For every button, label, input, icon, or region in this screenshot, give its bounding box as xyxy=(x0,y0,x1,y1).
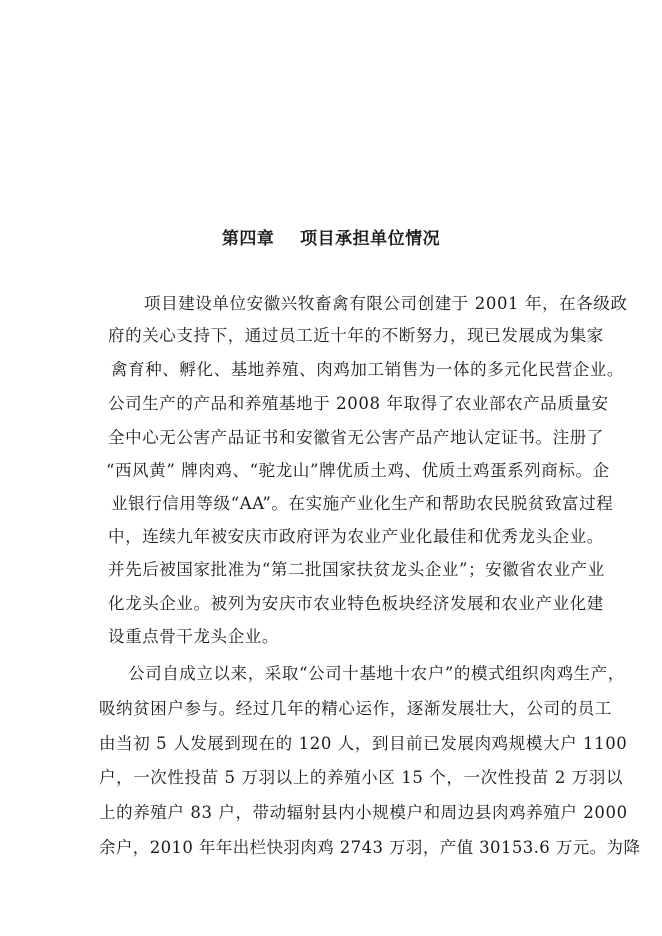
chapter-title: 第四章 项目承担单位情况 xyxy=(221,229,441,249)
paragraph-line: 吸纳贫困户参与。经过几年的精心运作，逐渐发展壮大，公司的员工 xyxy=(99,699,612,718)
paragraph-line: 中，连续九年被安庆市政府评为农业产业化最佳和优秀龙头企业。 xyxy=(108,527,604,546)
paragraph-line: 上的养殖户 83 户，带动辐射县内小规模户和周边县肉鸡养殖户 2000 xyxy=(99,803,628,822)
paragraph-line: 公司自成立以来，采取“公司十基地十农户”的模式组织肉鸡生产， xyxy=(128,664,625,683)
paragraph-line: 化龙头企业。被列为安庆市农业特色板块经济发展和农业产业化建 xyxy=(108,594,604,613)
paragraph-line: 由当初 5 人发展到现在的 120 人，到目前已发展肉鸡规模大户 1100 xyxy=(99,734,628,753)
paragraph-line: 余户，2010 年年出栏快羽肉鸡 2743 万羽，产值 30153.6 万元。为降 xyxy=(99,838,641,857)
paragraph-line: 公司生产的产品和养殖基地于 2008 年取得了农业部农产品质量安 xyxy=(108,394,609,413)
paragraph-line: “西风黄” 牌肉鸡、“驼龙山”牌优质土鸡、优质土鸡蛋系列商标。企 xyxy=(106,461,610,480)
paragraph-line: 设重点骨干龙头企业。 xyxy=(108,627,279,646)
paragraph-line: 全中心无公害产品证书和安徽省无公害产品产地认定证书。注册了 xyxy=(108,428,604,447)
paragraph-line: 户，一次性投苗 5 万羽以上的养殖小区 15 个，一次性投苗 2 万羽以 xyxy=(99,768,624,787)
paragraph-line: 业银行信用等级“AA”。在实施产业化生产和帮助农民脱贫致富过程 xyxy=(111,494,614,513)
paragraph-line: 并先后被国家批准为“第二批国家扶贫龙头企业”；安徽省农业产业 xyxy=(108,560,605,579)
paragraph-line: 府的关心支持下，通过员工近十年的不断努力，现已发展成为集家 xyxy=(108,326,604,345)
paragraph-line: 禽育种、孵化、基地养殖、肉鸡加工销售为一体的多元化民营企业。 xyxy=(111,360,624,379)
paragraph-line: 项目建设单位安徽兴牧畜禽有限公司创建于 2001 年，在各级政 xyxy=(144,294,628,313)
